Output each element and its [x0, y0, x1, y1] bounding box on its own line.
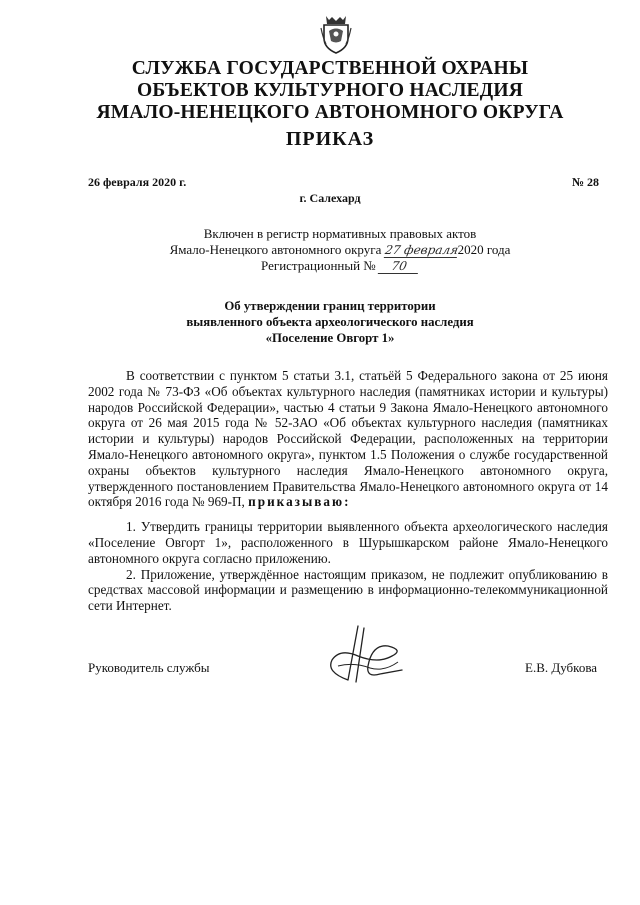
- org-line-1: СЛУЖБА ГОСУДАРСТВЕННОЙ ОХРАНЫ: [131, 58, 529, 79]
- registration-line-1: Включен в регистр нормативных правовых актов: [203, 226, 477, 241]
- subject-line-3: «Поселение Овгорт 1»: [265, 331, 395, 345]
- order-body: [88, 368, 608, 614]
- organization-name: [60, 58, 600, 124]
- order-subject: [60, 298, 600, 346]
- registration-number-handwritten: 70: [378, 260, 420, 274]
- order-date: 26 февраля 2020 г.: [88, 175, 187, 189]
- subject-line-2: выявленного объекта археологического наследия: [186, 315, 474, 329]
- registration-line-2: [130, 242, 550, 258]
- registration-region: Ямало-Ненецкого автономного округа: [169, 242, 382, 257]
- registration-line-3: [130, 258, 550, 274]
- order-item-2: 2. Приложение, утверждённое настоящим приказом, не подлежит опубликованию в средствах массовой информации и размещению в информационно-телекоммуникационной сети Интернет.: [88, 566, 608, 614]
- registration-year: 2020 года: [457, 242, 511, 257]
- registration-stamp: [130, 226, 550, 274]
- org-line-3: ЯМАЛО-НЕНЕЦКОГО АВТОНОМНОГО ОКРУГА: [96, 102, 564, 123]
- order-item-1: 1. Утвердить границы территории выявленного объекта археологического наследия «Поселение Овгорт 1», расположенного в Шурышкарском районе Ямало-Ненецкого автономного округа согласно приложению.: [88, 519, 608, 566]
- signatory-name: Е.В. Дубкова: [525, 660, 598, 675]
- subject-line-1: Об утверждении границ территории: [224, 299, 436, 313]
- preamble-text: В соответствии с пунктом 5 статьи 3.1, статьёй 5 Федерального закона от 25 июня 2002 года № 73-ФЗ «Об объектах культурного наследия (памятниках истории и культуры) народов Российской Федерации», частью 4 статьи 9 Закона Ямало-Ненецкого автономного округа от 26 мая 2015 года № 52-ЗАО «Об объектах культурного наследия (памятниках истории и культуры) народов Российской Федерации, расположенных на территории Ямало-Ненецкого автономного округа», пунктом 1.5 Положения о службе государственной охраны объектов культурного наследия Ямало-Ненецкого автономного округа, утвержденного постановлением Правительства Ямало-Ненецкого автономного округа от 14 октября 2016 года № 969-П,: [88, 368, 608, 510]
- handwritten-signature-icon: [318, 622, 408, 686]
- preamble-paragraph: [88, 368, 608, 510]
- coat-of-arms-icon: [320, 14, 352, 54]
- registration-number-label: Регистрационный №: [261, 258, 376, 273]
- document-type: ПРИКАЗ: [285, 128, 375, 150]
- registration-date-handwritten: 27 февраля: [383, 243, 460, 257]
- org-line-2: ОБЪЕКТОВ КУЛЬТУРНОГО НАСЛЕДИЯ: [136, 80, 524, 101]
- order-word: приказываю:: [248, 494, 351, 510]
- order-number: № 28: [572, 175, 600, 189]
- order-city: г. Салехард: [299, 191, 361, 205]
- signatory-role: Руководитель службы: [88, 660, 210, 675]
